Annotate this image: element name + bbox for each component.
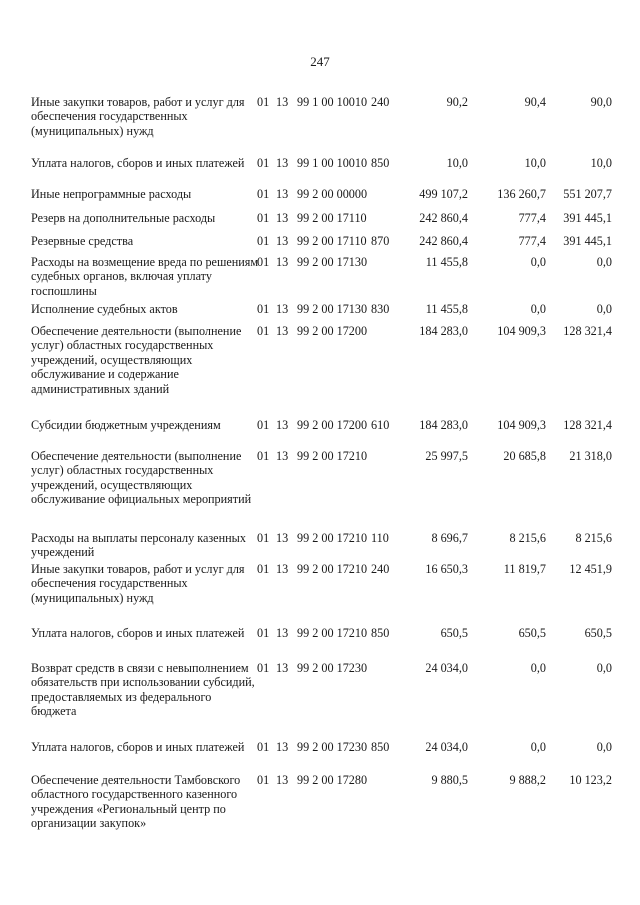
amount-year-1: 8 696,7: [431, 531, 468, 545]
section-code: 01: [257, 740, 270, 754]
amount-year-2: 90,4: [524, 95, 546, 109]
subsection-code: 13: [276, 324, 289, 338]
subsection-code: 13: [276, 302, 289, 316]
target-article-code: 99 2 00 17280: [297, 773, 368, 787]
subsection-code: 13: [276, 661, 289, 675]
amount-year-2: 104 909,3: [497, 324, 546, 338]
subsection-code: 13: [276, 531, 289, 545]
amount-year-3: 12 451,9: [569, 562, 612, 576]
section-code: 01: [257, 661, 270, 675]
amount-year-1: 11 455,8: [425, 255, 468, 269]
expense-type-code: 850: [371, 626, 390, 640]
amount-year-3: 21 318,0: [569, 449, 612, 463]
expense-name: Иные непрограммные расходы: [31, 187, 192, 201]
expense-name: Резерв на дополнительные расходы: [31, 211, 216, 225]
expense-type-code: 610: [371, 418, 390, 432]
subsection-code: 13: [276, 449, 289, 463]
amount-year-2: 0,0: [530, 661, 546, 675]
section-code: 01: [257, 324, 270, 338]
amount-year-1: 24 034,0: [425, 661, 468, 675]
target-article-code: 99 2 00 17200: [297, 324, 368, 338]
amount-year-3: 0,0: [596, 302, 612, 316]
section-code: 01: [257, 449, 270, 463]
amount-year-1: 184 283,0: [419, 324, 468, 338]
target-article-code: 99 2 00 17210: [297, 449, 368, 463]
subsection-code: 13: [276, 187, 289, 201]
amount-year-3: 650,5: [584, 626, 612, 640]
amount-year-1: 650,5: [440, 626, 468, 640]
section-code: 01: [257, 234, 270, 248]
expense-type-code: 830: [371, 302, 390, 316]
subsection-code: 13: [276, 773, 289, 787]
subsection-code: 13: [276, 95, 289, 109]
target-article-code: 99 2 00 17110: [297, 234, 367, 248]
target-article-code: 99 2 00 17110: [297, 211, 367, 225]
amount-year-3: 0,0: [596, 255, 612, 269]
section-code: 01: [257, 418, 270, 432]
amount-year-2: 650,5: [518, 626, 546, 640]
section-code: 01: [257, 187, 270, 201]
target-article-code: 99 2 00 00000: [297, 187, 368, 201]
section-code: 01: [257, 626, 270, 640]
amount-year-3: 391 445,1: [563, 211, 612, 225]
amount-year-2: 0,0: [530, 255, 546, 269]
target-article-code: 99 2 00 17130: [297, 302, 368, 316]
target-article-code: 99 2 00 17210: [297, 531, 368, 545]
amount-year-1: 90,2: [446, 95, 468, 109]
amount-year-3: 10 123,2: [569, 773, 612, 787]
amount-year-3: 0,0: [596, 740, 612, 754]
amount-year-1: 10,0: [446, 156, 468, 170]
amount-year-2: 0,0: [530, 302, 546, 316]
expense-name: Расходы на выплаты персоналу казенных учреждений: [31, 531, 246, 560]
expense-name: Исполнение судебных актов: [31, 302, 178, 316]
expense-name: Субсидии бюджетным учреждениям: [31, 418, 221, 432]
section-code: 01: [257, 562, 270, 576]
expense-name: Иные закупки товаров, работ и услуг для обеспечения государственных (муниципальных) нужд: [31, 562, 245, 605]
amount-year-3: 0,0: [596, 661, 612, 675]
section-code: 01: [257, 156, 270, 170]
amount-year-2: 104 909,3: [497, 418, 546, 432]
amount-year-2: 777,4: [518, 211, 546, 225]
target-article-code: 99 2 00 17230: [297, 661, 368, 675]
amount-year-1: 11 455,8: [425, 302, 468, 316]
amount-year-2: 9 888,2: [509, 773, 546, 787]
subsection-code: 13: [276, 234, 289, 248]
expense-name: Уплата налогов, сборов и иных платежей: [31, 156, 245, 170]
amount-year-3: 551 207,7: [563, 187, 612, 201]
target-article-code: 99 1 00 10010: [297, 95, 368, 109]
amount-year-1: 184 283,0: [419, 418, 468, 432]
amount-year-1: 242 860,4: [419, 234, 468, 248]
expense-type-code: 850: [371, 740, 390, 754]
expense-name: Расходы на возмещение вреда по решениям судебных органов, включая уплату госпошлины: [31, 255, 259, 298]
expense-type-code: 110: [371, 531, 389, 545]
subsection-code: 13: [276, 740, 289, 754]
expense-type-code: 870: [371, 234, 390, 248]
amount-year-2: 11 819,7: [503, 562, 546, 576]
expense-type-code: 850: [371, 156, 390, 170]
section-code: 01: [257, 211, 270, 225]
expense-name: Возврат средств в связи с невыполнением обязательств при использовании субсидий, предоставляемых из федерального бюджета: [31, 661, 255, 719]
target-article-code: 99 2 00 17230: [297, 740, 368, 754]
subsection-code: 13: [276, 211, 289, 225]
section-code: 01: [257, 773, 270, 787]
section-code: 01: [257, 95, 270, 109]
amount-year-3: 8 215,6: [575, 531, 612, 545]
expense-name: Уплата налогов, сборов и иных платежей: [31, 740, 245, 754]
amount-year-2: 20 685,8: [503, 449, 546, 463]
amount-year-1: 16 650,3: [425, 562, 468, 576]
amount-year-2: 136 260,7: [497, 187, 546, 201]
subsection-code: 13: [276, 418, 289, 432]
amount-year-3: 391 445,1: [563, 234, 612, 248]
amount-year-2: 0,0: [530, 740, 546, 754]
target-article-code: 99 1 00 10010: [297, 156, 368, 170]
expense-name: Обеспечение деятельности (выполнение услуг) областных государственных учреждений, осуществляющих обслуживание официальных мероприятий: [31, 449, 252, 507]
subsection-code: 13: [276, 562, 289, 576]
expense-name: Обеспечение деятельности Тамбовского областного государственного казенного учреждения «Региональный центр по организации закупок»: [31, 773, 241, 831]
subsection-code: 13: [276, 156, 289, 170]
amount-year-1: 24 034,0: [425, 740, 468, 754]
section-code: 01: [257, 531, 270, 545]
target-article-code: 99 2 00 17130: [297, 255, 368, 269]
subsection-code: 13: [276, 626, 289, 640]
amount-year-2: 777,4: [518, 234, 546, 248]
expense-type-code: 240: [371, 562, 390, 576]
amount-year-3: 90,0: [590, 95, 612, 109]
amount-year-1: 25 997,5: [425, 449, 468, 463]
amount-year-1: 499 107,2: [419, 187, 468, 201]
expense-name: Уплата налогов, сборов и иных платежей: [31, 626, 245, 640]
target-article-code: 99 2 00 17210: [297, 626, 368, 640]
amount-year-2: 8 215,6: [509, 531, 546, 545]
amount-year-3: 128 321,4: [563, 418, 612, 432]
page-number: 247: [310, 54, 330, 69]
subsection-code: 13: [276, 255, 289, 269]
amount-year-3: 10,0: [590, 156, 612, 170]
section-code: 01: [257, 255, 270, 269]
target-article-code: 99 2 00 17210: [297, 562, 368, 576]
amount-year-1: 9 880,5: [431, 773, 468, 787]
target-article-code: 99 2 00 17200: [297, 418, 368, 432]
expense-name: Иные закупки товаров, работ и услуг для обеспечения государственных (муниципальных) нужд: [31, 95, 245, 138]
expense-type-code: 240: [371, 95, 390, 109]
section-code: 01: [257, 302, 270, 316]
amount-year-2: 10,0: [524, 156, 546, 170]
expense-name: Резервные средства: [31, 234, 134, 248]
amount-year-3: 128 321,4: [563, 324, 612, 338]
expense-name: Обеспечение деятельности (выполнение услуг) областных государственных учреждений, осуществляющих обслуживание и содержание административных зданий: [31, 324, 242, 396]
amount-year-1: 242 860,4: [419, 211, 468, 225]
